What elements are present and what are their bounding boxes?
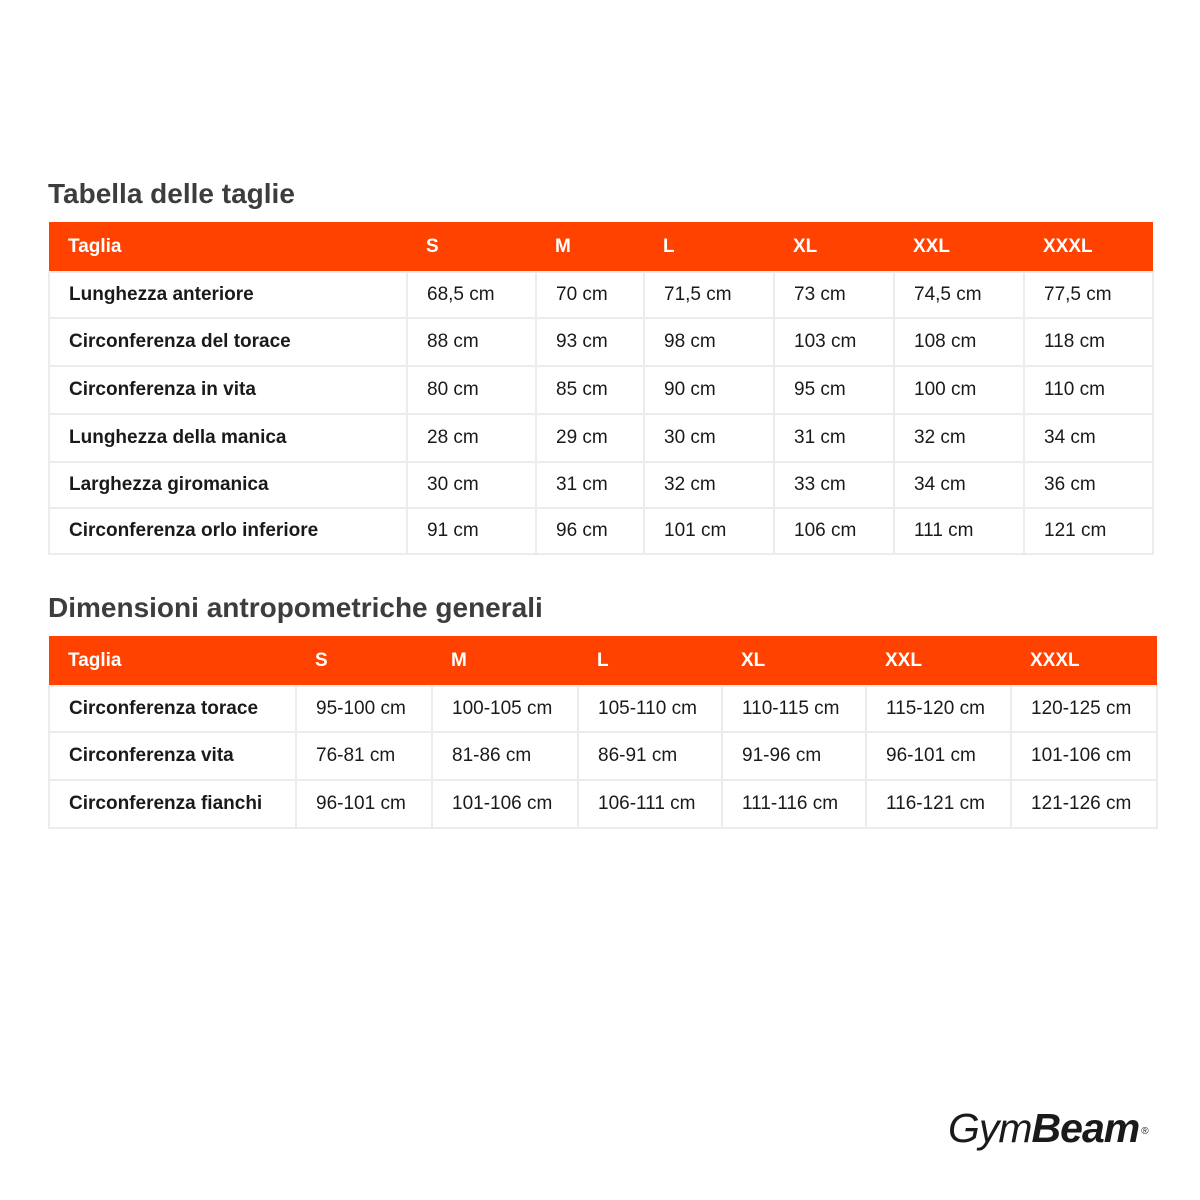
header-cell-xxl: XXL [866,636,1011,686]
table-cell: 96-101 cm [296,780,432,828]
table-row [49,366,1153,414]
size-chart-title: Tabella delle taglie [48,178,295,209]
header-cell-m: M [536,222,644,272]
table-cell: 76-81 cm [296,732,432,780]
table-header-row [49,636,1157,686]
table-cell: 90 cm [644,366,774,414]
table-cell: 30 cm [407,462,536,508]
table-cell: 121 cm [1024,508,1153,554]
row-label: Lunghezza della manica [49,414,407,462]
table-cell: 103 cm [774,318,894,366]
registered-mark: ® [1141,1126,1148,1137]
table-cell: 68,5 cm [407,272,536,318]
header-cell-xl: XL [774,222,894,272]
header-cell-size: Taglia [49,636,296,686]
table-cell: 74,5 cm [894,272,1024,318]
table-cell: 120-125 cm [1011,686,1157,732]
table-cell: 36 cm [1024,462,1153,508]
table-cell: 31 cm [774,414,894,462]
row-label: Circonferenza del torace [49,318,407,366]
anthropometric-title: Dimensioni antropometriche generali [48,592,543,623]
table-cell: 101-106 cm [432,780,578,828]
table-cell: 100-105 cm [432,686,578,732]
table-row [49,272,1153,318]
table-cell: 106 cm [774,508,894,554]
table-cell: 110 cm [1024,366,1153,414]
row-label: Lunghezza anteriore [49,272,407,318]
table-cell: 85 cm [536,366,644,414]
row-label: Circonferenza vita [49,732,296,780]
table-cell: 29 cm [536,414,644,462]
table-row [49,732,1157,780]
table-cell: 101 cm [644,508,774,554]
table-cell: 77,5 cm [1024,272,1153,318]
table-cell: 32 cm [894,414,1024,462]
header-cell-xxl: XXL [894,222,1024,272]
table-cell: 121-126 cm [1011,780,1157,828]
table-cell: 71,5 cm [644,272,774,318]
header-cell-l: L [644,222,774,272]
table-cell: 118 cm [1024,318,1153,366]
header-cell-xxxl: XXXL [1011,636,1157,686]
row-label: Circonferenza fianchi [49,780,296,828]
table-cell: 73 cm [774,272,894,318]
table-cell: 115-120 cm [866,686,1011,732]
table-row [49,414,1153,462]
table-cell: 91-96 cm [722,732,866,780]
table-cell: 88 cm [407,318,536,366]
header-cell-m: M [432,636,578,686]
table-cell: 100 cm [894,366,1024,414]
row-label: Circonferenza orlo inferiore [49,508,407,554]
table-cell: 81-86 cm [432,732,578,780]
header-cell-l: L [578,636,722,686]
table-row [49,508,1153,554]
table-cell: 96 cm [536,508,644,554]
table-cell: 31 cm [536,462,644,508]
table-cell: 91 cm [407,508,536,554]
logo-text-gym: Gym [948,1105,1032,1151]
table-cell: 28 cm [407,414,536,462]
row-label: Circonferenza in vita [49,366,407,414]
gymbeam-logo [948,1104,1148,1152]
table-header-row [49,222,1153,272]
table-cell: 111 cm [894,508,1024,554]
table-cell: 96-101 cm [866,732,1011,780]
table-cell: 95-100 cm [296,686,432,732]
table-row [49,462,1153,508]
table-row [49,686,1157,732]
table-cell: 105-110 cm [578,686,722,732]
row-label: Larghezza giromanica [49,462,407,508]
table-cell: 30 cm [644,414,774,462]
header-cell-xl: XL [722,636,866,686]
table-row [49,318,1153,366]
table-cell: 106-111 cm [578,780,722,828]
header-cell-xxxl: XXXL [1024,222,1153,272]
table-cell: 108 cm [894,318,1024,366]
table-cell: 98 cm [644,318,774,366]
table-cell: 70 cm [536,272,644,318]
table-cell: 111-116 cm [722,780,866,828]
header-cell-s: S [296,636,432,686]
table-cell: 80 cm [407,366,536,414]
anthropometric-table [48,636,1158,829]
header-cell-s: S [407,222,536,272]
table-cell: 34 cm [894,462,1024,508]
table-cell: 86-91 cm [578,732,722,780]
header-cell-size: Taglia [49,222,407,272]
table-cell: 110-115 cm [722,686,866,732]
size-chart-table [48,222,1154,555]
table-cell: 101-106 cm [1011,732,1157,780]
table-row [49,780,1157,828]
table-cell: 32 cm [644,462,774,508]
table-cell: 95 cm [774,366,894,414]
table-cell: 116-121 cm [866,780,1011,828]
table-cell: 33 cm [774,462,894,508]
row-label: Circonferenza torace [49,686,296,732]
logo-text-beam: Beam [1031,1105,1140,1151]
table-cell: 93 cm [536,318,644,366]
table-cell: 34 cm [1024,414,1153,462]
